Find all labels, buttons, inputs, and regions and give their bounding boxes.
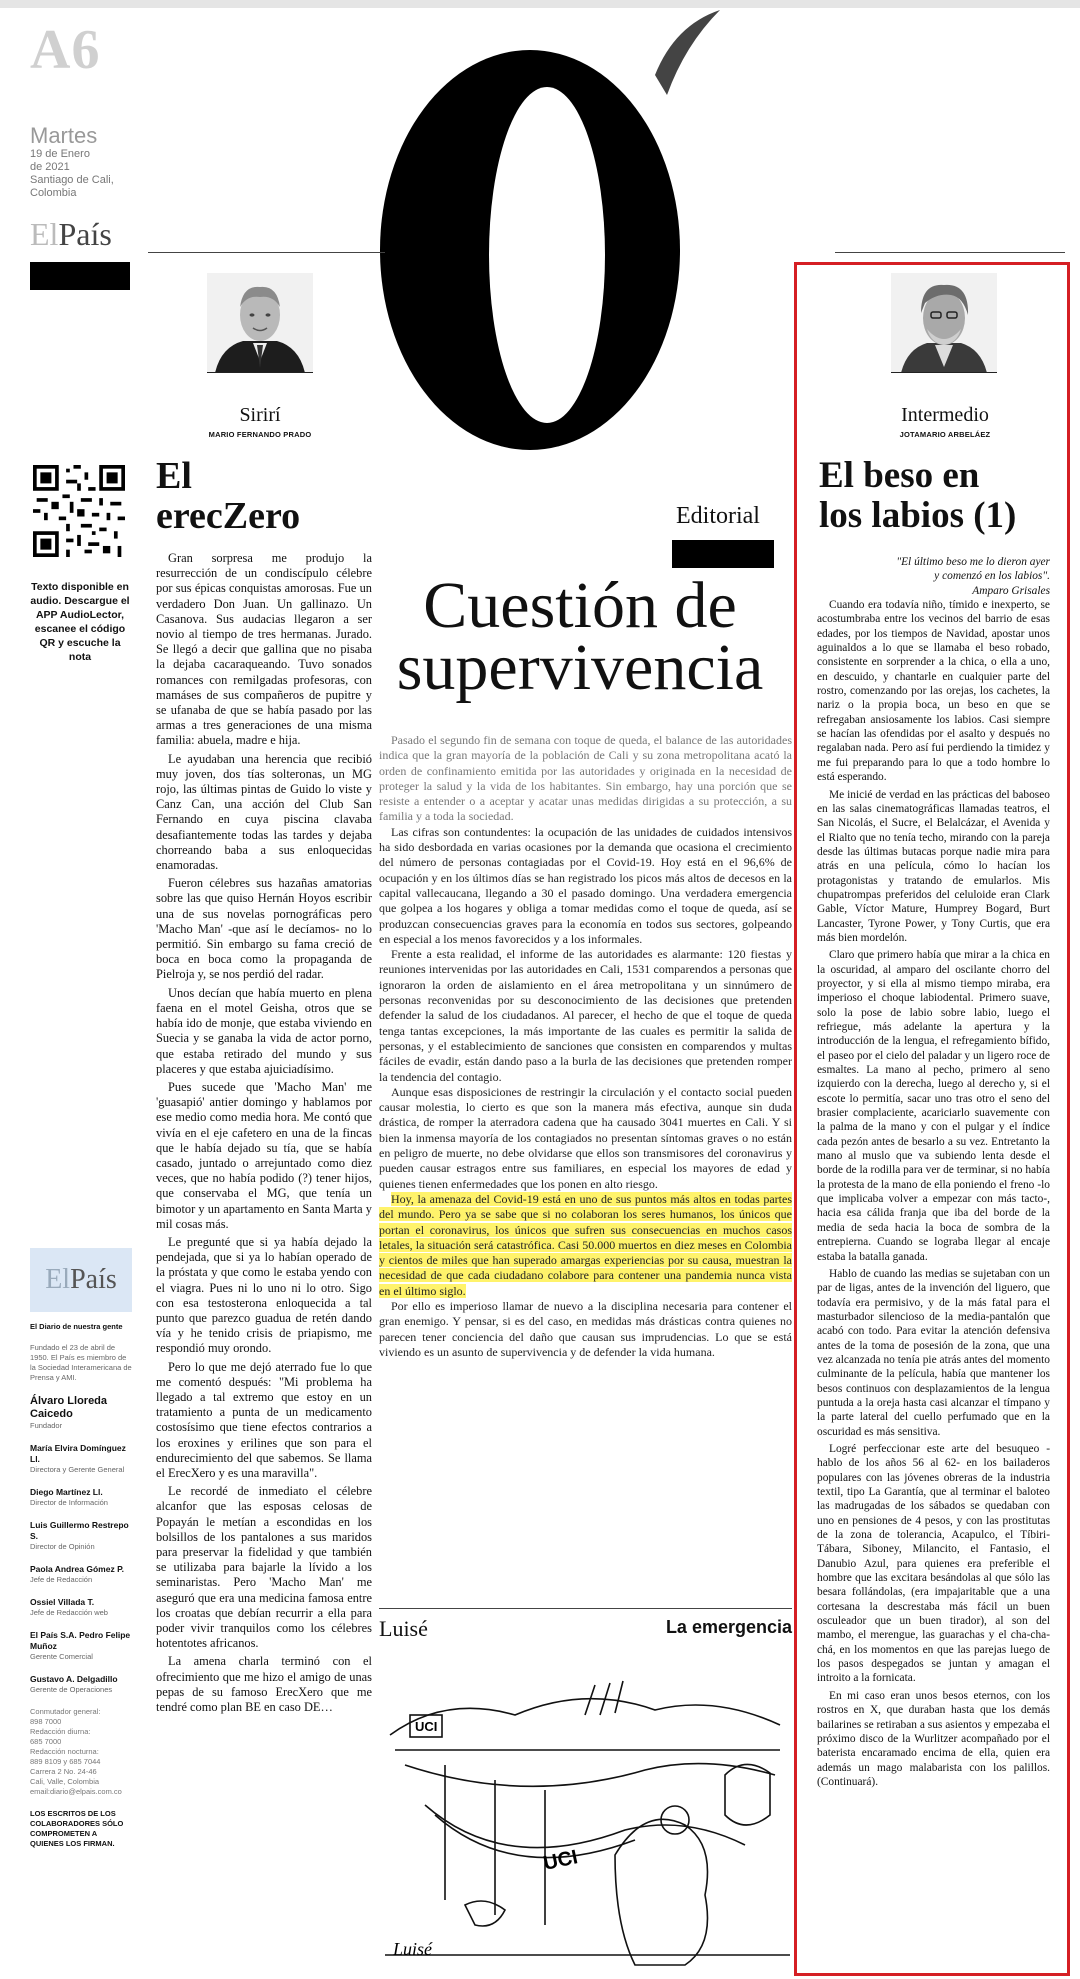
highlight-mark: Hoy, la amenaza del Covid-19 está en uno de sus puntos más altos en todas partes del mundo. Pero ya se sabe que si no colaboran los seres humanos, los únicos que portan el coronavirus, los únicos que sufren sus consecuencias en muchos casos letales, la situación será catastrófica. Casi 50.000 muertos en diez meses en Colombia y cientos de miles que han superado amargas experiencias por su causa, muestran la necesidad de que cada ciudadano colabore para contener una pandemia nunca vista en el último siglo. [379,1191,792,1298]
staff-name: El País S.A. Pedro Felipe Muñoz [30,1630,131,1651]
masthead-founded: Fundado el 23 de abril de 1950. El País es miembro de la Sociedad Interamericana de Prensa y AMI. [30,1343,132,1382]
opinion-o-ornament [355,5,740,465]
cartoon-banner-text: UCI [541,1846,580,1875]
masthead-disclaimer: LOS ESCRITOS DE LOS COLABORADORES SÓLO COMPROMETEN A QUIENES LOS FIRMAN. [30,1809,124,1848]
editorial-body [379,733,792,1360]
staff-name: María Elvira Domínguez Ll. [30,1443,126,1464]
staff-entry [30,1395,132,1431]
epigraph-line: "El último beso me lo dieron ayer [896,556,1050,568]
body-paragraph: La amena charla terminó con el ofrecimiento que me hizo el amigo de unas pepas de su famoso ErecXero que me tendré como plan BE en caso DE… [156,1654,372,1715]
section-rule-left [148,252,385,253]
staff-name: Ossiel Villada T. [30,1597,95,1607]
qr-note: Texto disponible en audio. Descargue el APP AudioLector, escanee el código QR y escuche la nota [30,581,130,663]
body-paragraph: Le pregunté que si ya había dejado la pendejada, que si ya lo habían operado de la próstata y que como le estaba yendo con el viagra. Pues ni lo uno ni lo otro. Sigo con esa testosterona enloquecida a tal punto que parezco guadua de retén dando vía y he tenido crisis de priapismo, me respondió muy orondo. [156,1234,372,1356]
cartoon-artist: Luisé [379,1616,428,1641]
body-paragraph: Le ayudaban una herencia que recibió muy joven, dos tías solteronas, un MG rojo, las últimas pintas de Guido lo viste y Canz Can, una acción del Club San Fernando en cuya piscina clavaba desafiantemente todas las tardes y dejaba chorreando baba a sus enloquecidas enamoradas. [156,751,372,873]
body-paragraph: Por ello es imperioso llamar de nuevo a la disciplina necesaria para contener el gran enemigo. Y pensar, si es del caso, en medidas más drásticas contra quienes no parecen tener conciencia del daño que causan sus imprudencias. Lo que se está viviendo es un asunto de supervivencia y de defender la vida humana. [379,1298,792,1359]
masthead-tagline: El Diario de nuestra gente [30,1322,123,1331]
masthead-logo-pais: País [70,1264,117,1295]
selection-frame [794,262,1070,1976]
redaction-block [30,262,130,290]
body-paragraph: Cuando era todavía niño, tímido e inexperto, se acostumbraba entre los vecinos del barrio de esas edades, por los tiempos de Navidad, apostar unos aguinaldos a lo que se llamaba el beso robado, consistente en sorprender a la chica, o ella a uno, en descuido, y chantarle en cualquier parte del rostro, comenzando por las orejas, los cachetes, la nariz o la propia boca, un beso en que se refregaban ansiosamente los labios. Casi siempre se hacían las ofendidas por el asalto y después no regalaban nada. Pero así fui perdiendo la timidez y me fui preparando para lo que a todo hombre lo está esperando. [817,599,1050,784]
cartoon-drawing [385,1655,790,1970]
cartoon-rule [379,1608,792,1609]
cartoon-title: La emergencia [665,1617,792,1637]
staff-name: Gustavo A. Delgadillo [30,1674,118,1684]
editorial-title-line: Cuestión de [423,569,737,642]
editorial-label: Editorial [676,503,760,529]
body-paragraph: Unos decían que había muerto en plena faena en el motel Geisha, otros que se había ido de monje, que estaba viviendo en Suecia y se ganaba la vida de actor porno, que estaba retirado del mundo y sus placeres y que estaba ajuiciadísimo. [156,985,372,1076]
masthead-contact [30,1707,132,1797]
column-byline: MARIO FERNANDO PRADO [208,430,312,439]
brand-logo [30,216,145,252]
staff-entry [30,1520,132,1552]
dateline-line: de 2021 [30,161,70,173]
staff-role: Jefe de Redacción [30,1575,93,1584]
staff-role: Director de Opinión [30,1542,95,1551]
body-paragraph: Me inicié de verdad en las prácticas del baboseo en las salas cinematográficas llamadas teatros, el San Nicolás, el Sucre, el Belalcázar, el Avenida y el Rialto que no tenía techo, mirando con la pareja desde las últimas butacas porque nadie mira para atrás en una película, cómo lo hacían los protagonistas y tratando de emularlos. Mis chupatrompas preferidos del celuloide eran Clark Gable, Víctor Mature, Humprey Bogard, Burt Lancaster, Tyrone Power, y Tony Curtis, que era más bien mordelón. [817,788,1050,944]
section-rule-right [835,252,1065,253]
staff-entry [30,1564,132,1585]
brand-pais: País [58,216,112,252]
body-paragraph: Claro que primero había que mirar a la chica en la oscuridad, al amparo del oscilante chorro del proyector, y si ella al mismo tiempo miraba, era imperioso el choque labiodental. Primero suave, solo la pose de labio sobre labio, luego el refriegue, más adelante la apertura y la introducción de la lengua, el refregamiento bífido, el paseo por el cielo del paladar y un ligero roce de esmaltes. La mano al pecho, primero al seno izquierdo con la derecha, luego al derecho y, si el escote lo permitía, sacar uno tras otro el seno del brasier complaciente, acariciarlo suavemente con la palma de la mano y con el pulgar y el índice cada pezón antes de besarlo a su vez. Entretanto la mano al muslo que va subiendo lenta desde el borde de la rodilla para ver de terminar, si no había la protesta de la mano de ella poniendo el freno -lo que implicaba volver a empezar con más tacto-, hacia esa cálida franja que iba del borde de la media de seda hacia la boca de sombra de la entrepierna. Cuando se lograba llegar al encaje estaba la batalla ganada. [817,949,1050,1263]
column-headline-line: El beso en [819,455,980,496]
masthead-logo [30,1248,132,1312]
staff-entry [30,1597,132,1618]
staff-role: Directora y Gerente General [30,1465,125,1474]
qr-code-icon[interactable] [33,465,125,557]
column-headline-line: erecZero [156,495,301,537]
redaction-block [672,540,774,568]
body-paragraph: Fueron célebres sus hazañas amatorias sobre las que quiso Hernán Hoyos escribir una de sus novelas pornográficas pero 'Macho Man' -que así le decíamos- no lo permitió. Sin embargo su fama creció de boca en boca como la propaganda de Pielroja y, se nos perdió del radar. [156,876,372,982]
page-rail [30,20,145,290]
staff-name: Álvaro Lloreda Caicedo [30,1395,108,1420]
contact-line: Redacción nocturna: [30,1747,99,1756]
column-headline-line: los labios (1) [819,495,1017,536]
brand-el: El [30,216,59,252]
contact-line: 685 7000 [30,1737,62,1746]
dateline-line: 19 de Enero [30,148,90,160]
contact-line: 898 7000 [30,1717,62,1726]
staff-entry [30,1487,132,1508]
contact-line: Carrera 2 No. 24-46 [30,1767,97,1776]
cartoon-signature: Luisé [393,1939,433,1959]
body-paragraph: Aunque esas disposiciones de restringir la circulación y el contacto social pueden causar molestia, lo cierto es que son la manera más efectiva, aunque sin duda drástica, de romper la aterradora cadena que ha causado 3041 muertes en Cali. Y si bien la inmensa mayoría de los contagiados no presentan síntomas graves o no están en peligro de muerte, no debe olvidarse que ellos son transmisores del coronavirus y pueden causar estragos entre sus familiares, en especial los mayores de edad y quienes tienen enfermedades que los ponen en alto riesgo. [379,1084,792,1191]
column-headline [156,456,376,536]
body-paragraph: Pues sucede que 'Macho Man' me 'guasapió' antier domingo y hablamos por ese medio como media hora. Me contó que vivía en el eje cafetero en una de la fincas que le había dejado su tía, que se había casado, juntado o arrejuntado como diez veces, que no había podido (?) tener hijos, que conservaba el MG, que tenía un bimotor y un apartamento en Santa Marta y mil cosas más. [156,1079,372,1231]
staff-role: Jefe de Redacción web [30,1608,108,1617]
staff-name: Luis Guillermo Restrepo S. [30,1520,129,1541]
staff-name: Paola Andrea Gómez P. [30,1564,125,1574]
column-section-name: Sirirí [239,404,281,426]
dateline-line: Colombia [30,187,77,199]
masthead [30,1248,132,1849]
column-body-errecero [156,551,372,1715]
staff-entry [30,1674,132,1695]
staff-role: Gerente Comercial [30,1652,93,1661]
column-byline: JOTAMARIO ARBELÁEZ [899,430,991,439]
column-headline-line: El [156,455,192,497]
page-number: A6 [30,19,101,81]
body-paragraph: Pero lo que me dejó aterrado fue lo que me comentó después: "Mi problema ha llegado a tal extremo que estoy en un tratamiento a punta de un medicamento costosísimo que tiene efectos contrarios a los eroxines y erilines que son para el endurecimiento del que sabemos. Se llama el ErecXero y es una maravilla". [156,1359,372,1480]
editorial-title [380,569,780,704]
staff-entry [30,1630,132,1662]
staff-role: Fundador [30,1421,63,1430]
highlighted-paragraph [379,1192,792,1299]
page-day: Martes [30,123,98,148]
staff-role: Gerente de Operaciones [30,1685,113,1694]
page-dateline [30,148,145,200]
body-paragraph: Le recordé de inmediato el célebre alcanfor que las esposas celosas de Popayán le metían a escondidas en los bolsillos de los pantalones a sus maridos para preservar la fidelidad y que también se utilizaba para bajarle la lívido a los seminaristas. Pero 'Macho Man' me aseguró que era una medicina famosa entre los croatas que debían recurrir a ella para poder vivir tranquilos como los célebres hotentotes africanos. [156,1484,372,1651]
author-photo-prado [207,273,313,373]
masthead-logo-el: El [45,1264,71,1295]
contact-line: Redacción diurna: [30,1727,91,1736]
editorial-title-line: supervivencia [396,631,764,704]
dateline-line: Santiago de Cali, [30,174,114,186]
contact-line: Cali, Valle, Colombia [30,1777,100,1786]
contact-line: 889 8109 y 685 7044 [30,1757,101,1766]
body-paragraph: Gran sorpresa me produjo la resurrección de un condiscípulo célebre por sus épicas conquistas amorosas. Fue un verdadero Don Juan. Un gallinazo. Un Casanova. Sus audacias llegaron a ser novio al tiempo de tres hermanas. Jurado. Se llegó a decir que gallina que no pisaba la dejaba cacaraqueando. Tuvo sonados romances con remilgadas profesoras, con mamáses de sus compañeros de pupitre y se ufanaba de que se había pasado por las armas a tres generaciones de una misma familia: abuela, madre e hija. [156,551,372,748]
contact-line: Conmutador general: [30,1707,101,1716]
contact-line[interactable]: email:diario@elpais.com.co [30,1787,122,1796]
column-section-name: Intermedio [901,404,989,426]
staff-role: Director de Información [30,1498,108,1507]
staff-entry [30,1443,132,1475]
body-paragraph: Hablo de cuando las medias se sujetaban con un par de ligas, antes de la invención del liguero, que todavía era permisivo, y de la más fatal para el masturbador silencioso de la media-pantalón que acabó con todo. Para evitar la atención defensiva antes de la toma de posesión de la zona, que una vez alcanzada no tenía pie atrás antes del momento culminante de la película, había que mantener los besos continuos con desplazamientos de la lengua puntuda a la oreja hasta casi alcanzar el tímpano y la parte lateral del cuello perfumado que en la oscuridad es más sensitiva. [817,1267,1050,1438]
body-paragraph: Las cifras son contundentes: la ocupación de las unidades de cuidados intensivos ha sido desbordada en varias ocasiones por la demanda que ocasiona el crecimiento del número de personas contagiadas por el Covid-19. Hoy está en el 96,6% de ocupación y en los últimos días se han registrado los picos más altos de decesos en la capital vallecaucana, llegando a 30 el pasado domingo. Una verdadera emergencia que golpea a los hogares y obliga a tomar medidas como el toque de queda, así se produzcan consecuencias graves para la economía en todos sus sectores, golpeando en especial a los menos favorecidos y a los informales. [379,824,792,946]
body-paragraph: En mi caso eran unos besos eternos, con los rostros en X, que duraban hasta que los demás bailarines se retiraban a sus asientos y empezaba el próximo disco de la Wurlitzer acompañado por el baterista encaramado encima de ella, quien era además un mago malabarista con los palillos. (Continuará). [817,1689,1050,1788]
epigraph-author: Amparo Grisales [972,584,1050,597]
body-paragraph: Frente a esta realidad, el informe de las autoridades es alarmante: 120 fiestas y reuniones intervenidas por las autoridades en Cali, 1531 comparendos a personas que ignoraron la orden de aislamiento en el área metropolitana y un sinnúmero de personas reconvenidas por su desconocimiento de las decisiones que pretenden defender la salud de los ciudadanos. Al parecer, el hecho de que el toque de queda tenga tantas excepciones, la más importante de las cuales es permitir la salida de personas, y el establecimiento de sanciones que consisten en comparendos y multas fáciles de evadir, están dando paso a la burla de las decisiones que pretenden romper la tendencia del contagio. [379,947,792,1084]
epigraph-line: y comenzó en los labios". [934,570,1050,583]
staff-name: Diego Martínez Ll. [30,1487,103,1497]
editorial-lead: Pasado el segundo fin de semana con toque de queda, el balance de las autoridades indica que la gran mayoría de la población de Cali y su zona metropolitana acató la orden de confinamiento emitida por las autoridades y originada en la necesidad de proteger la salud y la vida de los habitantes. Sin embargo, hay una porción que se resiste a entender o a aceptar y acatar unas medidas dirigidas a su protección, a su familia y a toda la sociedad. [379,733,792,824]
body-paragraph: Logré perfeccionar este arte del besuqueo -hablo de los años 56 al 62- en los bailaderos populares con las jóvenes obreras de la industria textil, tipo La Garantía, que al terminar el baloteo las madrugadas de los sábados se quedaban con uno en pensiones de 4 pesos, y con las prostitutas de la zona de tolerancia, Acapulco, el Tíbiri-Tábara, Siboney, Milancito, el Fantasio, el Danubio Azul, para quienes era preferible el hombre que las excitara besándolas al que sólo las besara follándolas, (era impajaritable que a una cortesana la descrestaba más fácil un buen osculeador que un buen tirador), al son del mambo, el merengue, las guarachas y el cha-cha-chá, en los momentos en que las parejas luego de los pasos despegados se juntan y amagan el introito a la fornicata. [817,1442,1050,1685]
cartoon-sign-text: UCI [415,1719,438,1734]
